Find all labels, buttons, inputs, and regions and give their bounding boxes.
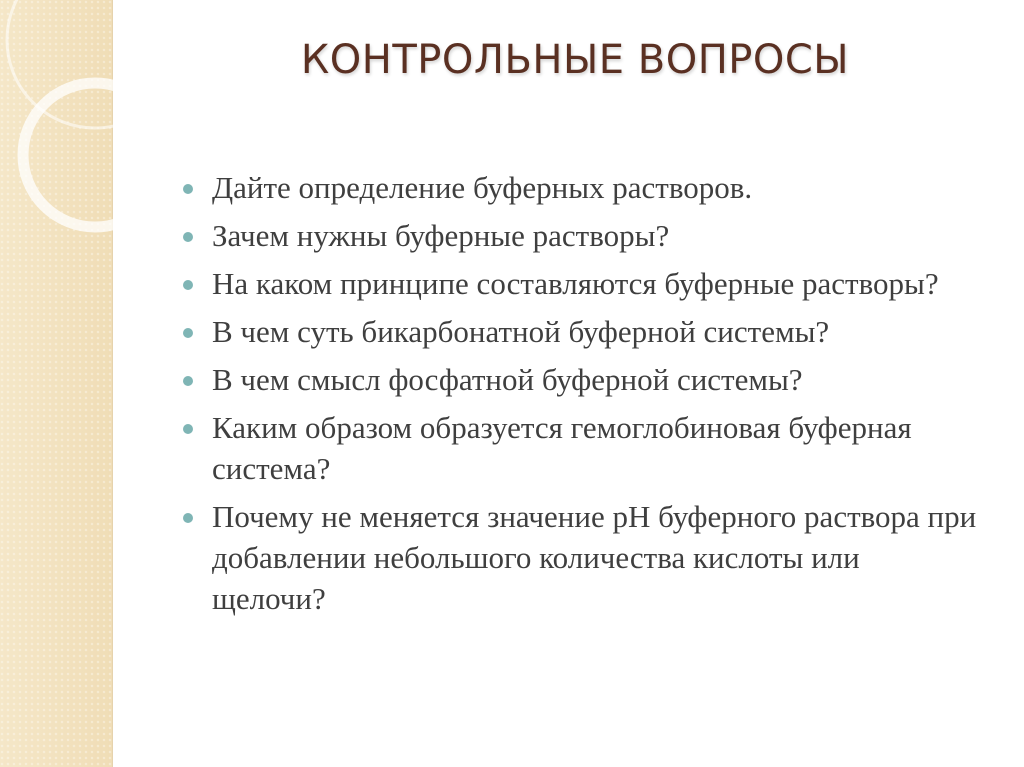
question-list [181,167,981,626]
list-item [181,407,981,489]
bullet-dot-icon [183,280,193,290]
list-item [181,359,981,400]
list-item [181,167,981,208]
slide-title: КОНТРОЛЬНЫЕ ВОПРОСЫ [300,37,850,83]
bullet-dot-icon [183,376,193,386]
question-text: Дайте определение буферных растворов. [212,170,753,205]
list-item [181,263,981,304]
bullet-dot-icon [183,232,193,242]
bullet-dot-icon [183,424,193,434]
question-text: В чем суть бикарбонатной буферной системы? [212,314,830,349]
list-item [181,215,981,256]
question-text: На каком принципе составляются буферные растворы? [212,266,939,301]
bullet-dot-icon [183,328,193,338]
question-text: В чем смысл фосфатной буферной системы? [212,362,803,397]
question-text: Зачем нужны буферные растворы? [212,218,670,253]
question-text: Каким образом образуется гемоглобиновая буферная система? [212,410,912,486]
side-band [0,0,113,767]
list-item [181,311,981,352]
bullet-dot-icon [183,513,193,523]
question-text: Почему не меняется значение рН буферного раствора при добавлении небольшого количества кислоты или щелочи? [212,499,977,616]
bullet-dot-icon [183,184,193,194]
list-item [181,496,981,619]
